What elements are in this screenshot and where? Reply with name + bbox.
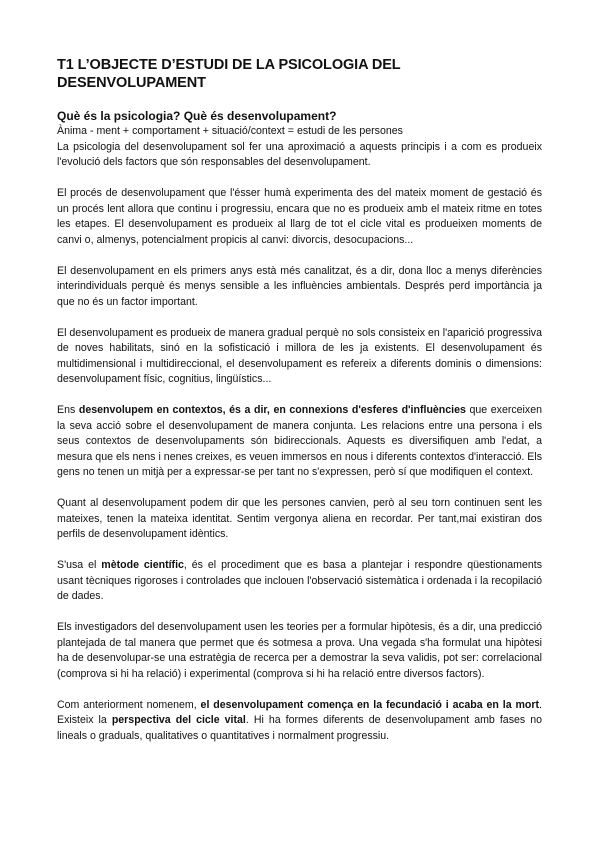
paragraph-scientific-method <box>57 558 542 605</box>
paragraph-contexts <box>57 403 542 481</box>
document-body <box>57 108 542 744</box>
paragraph-method-pre: S'usa el <box>57 559 102 571</box>
paragraph-method-bold: mètode científic <box>101 559 184 571</box>
paragraph-development-process: El procés de desenvolupament que l'ésser humà experimenta des del mateix moment de gestació és un procés lent allora que continu i progressiu, encara que no es produeix amb el mateix ritme en totes les etapes. El desenvolupament es produeix al llarg de tot el cicle vital es produeixen moments de canvi o, almenys, potencialment propicis al canvi: divorcis, desocupacions... <box>57 187 542 246</box>
paragraph-gradual-development: El desenvolupament es produeix de manera gradual perquè no sols consisteix en l'aparició progressiva de noves habilitats, sinó en la sofisticació i millora de les ja existents. El desenvolupament és multidimensional i multidireccional, el desenvolupament es refereix a diferents dominis o dimensions: desenvolupament físic, cognitius, lingüístics... <box>57 326 542 385</box>
paragraph-contexts-bold: desenvolupem en contextos, és a dir, en connexions d'esferes d'influències <box>78 404 466 416</box>
formula-line: Ànima - ment + comportament + situació/context = estudi de les persones <box>57 125 403 137</box>
paragraph-life-bold-1: el desenvolupament comença en la fecundació i acaba en la mort <box>200 698 540 711</box>
section-heading: Què és la psicologia? Què és desenvolupament? <box>57 109 337 123</box>
paragraph-hypotheses: Els investigadors del desenvolupament usen les teories per a formular hipòtesis, és a dir, una predicció plantejada de tal manera que permet que és sotmesa a prova. Una vegada s'ha formulat una hipòtesi ha de desenvolupar-se una estratègia de recerca per a demostrar la seva validis, pot ser: correlacional (comprova si hi ha relació) i experimental (comprova si hi ha relació entre diversos factors). <box>57 621 542 680</box>
paragraph-life-post: . Hi ha formes diferents de desenvolupament amb fases no lineals o graduals, qualitatives o quantitatives i normalment progressiu. <box>57 714 542 742</box>
paragraph-early-years: El desenvolupament en els primers anys està més canalitzat, és a dir, dona lloc a menys diferències interindividuals perquè és menys sensible a les influències ambientals. Després perd importància ja que no és un factor important. <box>57 264 542 308</box>
paragraph-life-mid: . Existeix la <box>57 698 542 726</box>
paragraph-life-pre: Com anteriorment nomenem, <box>57 698 201 711</box>
paragraph-life-cycle <box>57 698 542 745</box>
paragraph-identity: Quant al desenvolupament podem dir que les persones canvien, però al seu torn continuen sent les mateixes, tenen la mateixa identitat. Sentim vergonya aliena en recordar. Per tant,mai existiran dos perfils de desenvolupament idèntics. <box>57 497 542 540</box>
document-title: T1 L’OBJECTE D’ESTUDI DE LA PSICOLOGIA DEL DESENVOLUPAMENT <box>57 57 401 91</box>
intro-paragraph: La psicologia del desenvolupament sol fer una aproximació a aquests principis i a com es produeix l'evolució dels factors que són responsables del desenvolupament. <box>57 140 542 168</box>
paragraph-contexts-pre: Ens <box>57 404 79 416</box>
paragraph-method-post: , és el procediment que es basa a plantejar i respondre qüestionaments usant tècniques rigoroses i controlades que inclouen l'observació sistemàtica i ordenada i la recopilació de dades. <box>57 559 543 602</box>
paragraph-contexts-post: que exerceixen la seva acció sobre el desenvolupament de manera conjunta. Les relacions entre una persona i els seus contextos de desenvolupaments són bidireccionals. Aquests es diversifiquen amb l'edat, a mesura que els nens i nenes creixes, es veuen immersos en nous i diferents contextos d'interacció. Els gens no tenen un mitjà per a expressar-se per tant no s'expressen, però sí que modifiquen el context. <box>57 404 542 478</box>
paragraph-life-bold-2: perspectiva del cicle vital <box>111 714 246 726</box>
